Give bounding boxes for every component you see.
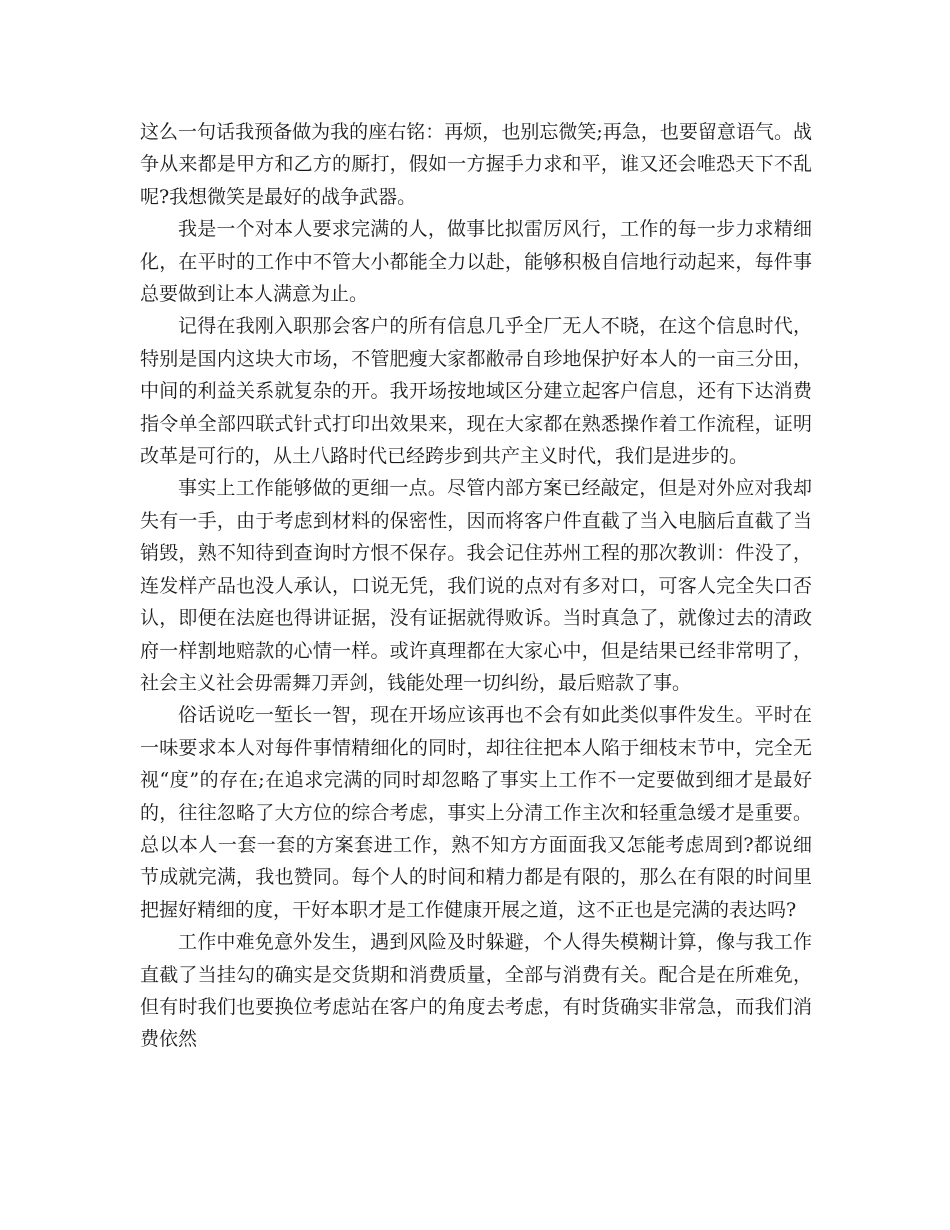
paragraph-6: 工作中难免意外发生，遇到风险及时躲避，个人得失模糊计算，像与我工作直截了当挂勾的确实是交货期和消费质量，全部与消费有关。配合是在所难免，但有时我们也要换位考虑站在客户的角度去考虑，有时货确实非常急，而我们消费依然 xyxy=(140,931,812,1051)
paragraph-1: 这么一句话我预备做为我的座右铭：再烦，也别忘微笑;再急，也要留意语气。战争从来都是甲方和乙方的厮打，假如一方握手力求和平，谁又还会唯恐天下不乱呢?我想微笑是最好的战争武器。 xyxy=(140,121,812,208)
document-body xyxy=(140,116,812,1056)
paragraph-4: 事实上工作能够做的更细一点。尽管内部方案已经敲定，但是对外应对我却失有一手，由于考虑到材料的保密性，因而将客户件直截了当入电脑后直截了当销毁，熟不知待到查询时方恨不保存。我会记住苏州工程的那次教训：件没了，连发样产品也没人承认，口说无凭，我们说的点对有多对口，可客人完全失口否认，即便在法庭也得讲证据，没有证据就得败诉。当时真急了，就像过去的清政府一样割地赔款的心情一样。或许真理都在大家心中，但是结果已经非常明了，社会主义社会毋需舞刀弄剑，钱能处理一切纠纷，最后赔款了事。 xyxy=(140,477,812,694)
paragraph-5: 俗话说吃一堑长一智，现在开场应该再也不会有如此类似事件发生。平时在一味要求本人对每件事情精细化的同时，却往往把本人陷于细枝末节中，完全无视“度”的存在;在追求完满的同时却忽略了事实上工作不一定要做到细才是最好的，往往忽略了大方位的综合考虑，事实上分清工作主次和轻重急缓才是重要。总以本人一套一套的方案套进工作，熟不知方方面面我又怎能考虑周到?都说细节成就完满，我也赞同。每个人的时间和精力都是有限的，那么在有限的时间里把握好精细的度，干好本职才是工作健康开展之道，这不正也是完满的表达吗? xyxy=(140,704,812,921)
paragraph-2: 我是一个对本人要求完满的人，做事比拟雷厉风行，工作的每一步力求精细化，在平时的工作中不管大小都能全力以赴，能够积极自信地行动起来，每件事总要做到让本人满意为止。 xyxy=(140,218,812,306)
paragraph-3: 记得在我刚入职那会客户的所有信息几乎全厂无人不晓，在这个信息时代，特别是国内这块大市场，不管肥瘦大家都敝帚自珍地保护好本人的一亩三分田，中间的利益关系就复杂的开。我开场按地域区分建立起客户信息，还有下达消费指令单全部四联式针式打印出效果来，现在大家都在熟悉操作着工作流程，证明改革是可行的，从土八路时代已经跨步到共产主义时代，我们是进步的。 xyxy=(140,315,812,468)
